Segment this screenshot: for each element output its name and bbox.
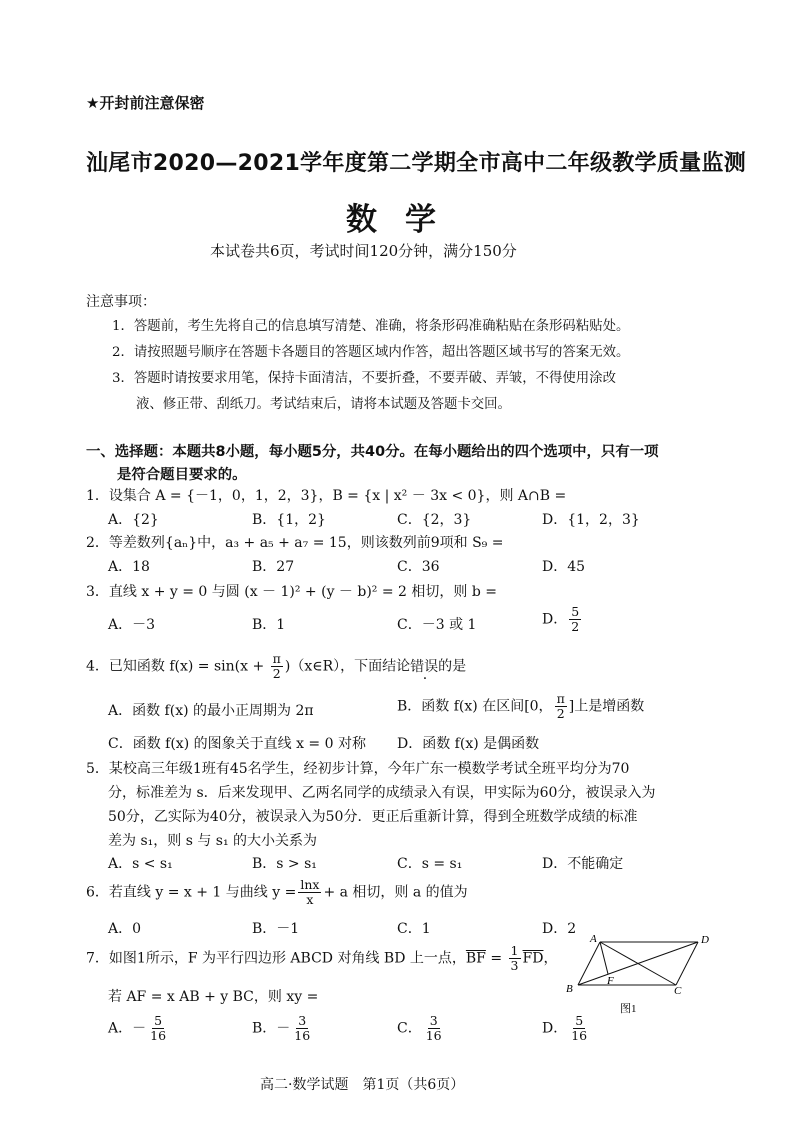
q3-option-d <box>542 605 583 634</box>
q6-option-c: C．1 <box>397 921 431 937</box>
q5-option-b: B．s > s₁ <box>252 856 317 872</box>
fraction: $\frac{\pi}{2}$ <box>556 691 565 721</box>
q7-option-c: C． $\frac{3}{16}$ <box>397 1013 442 1043</box>
q5-option-c: C．s = s₁ <box>397 856 463 872</box>
fraction: $\frac{\pi}{2}$ <box>272 651 281 681</box>
q3-option-c: C．－3 或 1 <box>397 617 477 633</box>
question-1: 1．设集合 A = {－1，0，1，2，3}，B = {x | x² － 3x < 0}，则 A∩B = <box>86 488 567 504</box>
q7-option-d: D． $\frac{5}{16}$ <box>542 1013 588 1043</box>
q3-option-b: B．1 <box>252 617 286 633</box>
note-item: 1．答题前，考生先将自己的信息填写清楚、准确，将条形码准确粘贴在条形码粘贴处。 <box>112 319 630 334</box>
q7-option-b: B．－ $\frac{3}{16}$ <box>252 1013 311 1043</box>
question-5-line: 50分，乙实际为40分，被误录入为50分．更正后重新计算，得到全班数学成绩的标准 <box>108 809 638 825</box>
note-item: 3．答题时请按要求用笔，保持卡面清洁，不要折叠，不要弄破、弄皱，不得使用涂改 <box>112 371 616 386</box>
q7-option-a: A．－ $\frac{5}{16}$ <box>108 1013 167 1043</box>
exam-info: 本试卷共6页，考试时间120分钟，满分150分 <box>210 242 517 260</box>
fraction: $\frac{1}{3}$ <box>510 943 519 973</box>
q1-option-b: B．{1，2} <box>252 512 326 528</box>
section-heading: 一、选择题：本题共8小题，每小题5分，共40分。在每小题给出的四个选项中，只有一项 <box>86 444 659 460</box>
question-5-line: 分，标准差为 s．后来发现甲、乙两名同学的成绩录入有误，甲实际为60分，被误录入为 <box>108 785 656 801</box>
fraction: $\frac{5}{16}$ <box>571 1013 588 1043</box>
label-d: D <box>701 934 709 946</box>
q2-option-d: D．45 <box>542 559 586 575</box>
label-c: C <box>674 985 682 997</box>
note-item: 2．请按照题号顺序在答题卡各题目的答题区域内作答，超出答题区域书写的答案无效。 <box>112 345 630 360</box>
question-2: 2．等差数列{aₙ}中，a₃ + a₅ + a₇ = 15，则该数列前9项和 S₉ = <box>86 535 504 551</box>
q4-option-a: A．函数 f(x) 的最小正周期为 2π <box>108 703 314 719</box>
q6-option-d: D．2 <box>542 921 577 937</box>
question-6: 6．若直线 y = x + 1 与曲线 y = $\frac{\ln x}{x}$ + a 相切，则 a 的值为 <box>86 877 468 907</box>
q4-option-b: B．函数 f(x) 在区间[0， $\frac{\pi}{2}$ ]上是增函数 <box>397 691 645 721</box>
fraction: $\frac{5}{16}$ <box>150 1013 167 1043</box>
q2-option-b: B．27 <box>252 559 295 575</box>
question-7-line-2: 若 AF = x AB + y BC，则 xy = <box>108 989 319 1005</box>
note-item: 液、修正带、刮纸刀。考试结束后，请将本试题及答题卡交回。 <box>136 397 511 412</box>
exam-title: 汕尾市2020—2021学年度第二学期全市高中二年级教学质量监测 <box>86 151 747 176</box>
fraction: $\frac{5}{2}$ <box>571 604 580 634</box>
emphasis-text: 错误 <box>410 658 439 675</box>
section-heading-cont: 是符合题目要求的。 <box>117 467 247 483</box>
q1-option-a: A．{2} <box>108 512 159 528</box>
q1-option-d: D．{1，2，3} <box>542 512 640 528</box>
question-3: 3．直线 x + y = 0 与圆 (x － 1)² + (y － b)² = 2 相切，则 b = <box>86 584 497 600</box>
q2-option-a: A．18 <box>108 559 150 575</box>
label-b: B <box>566 983 573 995</box>
subject-title: 数学 <box>346 202 464 238</box>
parallelogram-figure <box>560 930 720 1020</box>
figure-caption: 图1 <box>620 1003 637 1015</box>
label-f: F <box>607 975 614 987</box>
q3-option-d-label: D． <box>542 611 568 628</box>
question-5-line: 差为 s₁，则 s 与 s₁ 的大小关系为 <box>108 833 318 849</box>
q5-option-d: D．不能确定 <box>542 856 624 872</box>
fraction: $\frac{\ln x}{x}$ <box>300 877 320 907</box>
segment-af <box>600 942 608 974</box>
q1-option-c: C．{2，3} <box>397 512 472 528</box>
q6-option-a: A．0 <box>108 921 142 937</box>
q3-option-a: A．－3 <box>108 617 156 633</box>
fraction: $\frac{3}{16}$ <box>294 1013 311 1043</box>
notes-title: 注意事项： <box>86 294 156 310</box>
question-4: 4．已知函数 f(x) = sin(x + $\frac{\pi}{2}$ )（x∈R），下面结论错误的是 <box>86 651 467 681</box>
confidential-mark: ★开封前注意保密 <box>86 94 205 112</box>
q4-option-c: C．函数 f(x) 的图象关于直线 x = 0 对称 <box>108 736 366 752</box>
q2-option-c: C．36 <box>397 559 440 575</box>
page-footer: 高二·数学试题 第1页（共6页） <box>260 1077 465 1093</box>
label-a: A <box>590 933 597 945</box>
q4-option-d: D．函数 f(x) 是偶函数 <box>397 736 540 752</box>
q5-option-a: A．s < s₁ <box>108 856 173 872</box>
question-5-line: 5．某校高三年级1班有45名学生，经初步计算，今年广东一模数学考试全班平均分为70 <box>86 761 630 777</box>
q6-option-b: B．－1 <box>252 921 300 937</box>
question-7: 7．如图1所示，F 为平行四边形 ABCD 对角线 BD 上一点，$\overline{BF}$ = $\frac{1}{3}$ $\overline{FD}$， <box>86 943 558 973</box>
fraction: $\frac{3}{16}$ <box>425 1013 442 1043</box>
